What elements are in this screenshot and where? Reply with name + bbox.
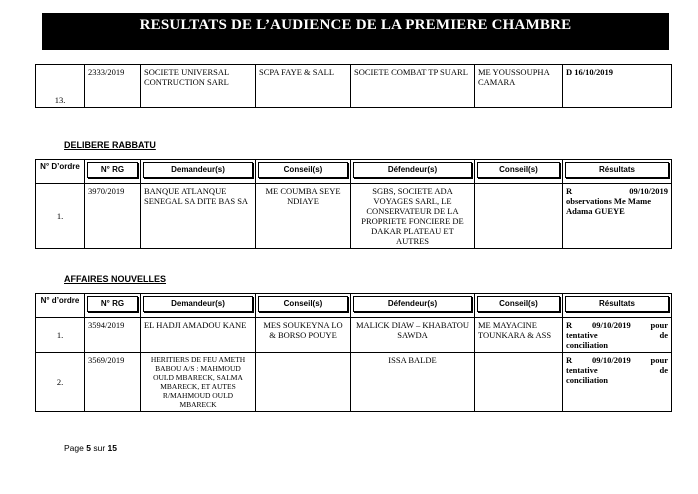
- table-header-row: [36, 294, 672, 318]
- section-title-delibere: DELIBERE RABBATU: [64, 140, 156, 150]
- column-header: Conseil(s): [258, 296, 348, 312]
- conseil-cell: MES SOUKEYNA LO & BORSO POUYE: [256, 318, 351, 353]
- defendeur-cell: MALICK DIAW – KHABATOU SAWDA: [351, 318, 475, 353]
- resultat-cell: [563, 353, 672, 412]
- demandeur-cell: HERITIERS DE FEU AMETH BABOU A/S : MAHMOUD OULD MBARECK, SALMA MBARECK, ET AUTES R/MAHMOUD OULD MBARECK: [141, 353, 256, 412]
- resultat-pour: pour: [650, 355, 669, 365]
- footer-prefix: Page: [64, 443, 84, 453]
- resultat-cell: [563, 184, 672, 249]
- column-header: N° d’ordre: [36, 294, 85, 318]
- resultat-conciliation: conciliation: [566, 375, 609, 385]
- column-header: Demandeur(s): [143, 162, 253, 178]
- column-header: Défendeur(s): [353, 296, 472, 312]
- conseil-cell: [475, 184, 563, 249]
- top-results-table: [35, 64, 672, 108]
- resultat-code: R: [566, 320, 573, 330]
- page-footer: [64, 443, 117, 453]
- footer-sur: sur: [93, 443, 106, 453]
- page-title: RESULTATS DE L’AUDIENCE DE LA PREMIERE CHAMBRE: [139, 17, 572, 33]
- demandeur-cell: BANQUE ATLANQUE SENEGAL SA DITE BAS SA: [141, 184, 256, 249]
- order-number: 13.: [36, 65, 85, 108]
- resultat-date: 09/10/2019: [591, 355, 631, 365]
- column-header: N° RG: [87, 162, 138, 178]
- column-header: Conseil(s): [477, 296, 560, 312]
- table-header-row: [36, 160, 672, 184]
- column-header: Résultats: [565, 162, 669, 178]
- order-number: 2.: [36, 353, 85, 412]
- resultat-conciliation: conciliation: [566, 340, 609, 350]
- demandeur-cell: SOCIETE UNIVERSAL CONTRUCTION SARL: [141, 65, 256, 108]
- footer-page-number: 5: [86, 443, 91, 453]
- resultat-line: [566, 355, 668, 365]
- rg-number: 3970/2019: [85, 184, 141, 249]
- conseil-cell: ME COUMBA SEYE NDIAYE: [256, 184, 351, 249]
- resultat-line: [566, 320, 668, 330]
- demandeur-cell: EL HADJI AMADOU KANE: [141, 318, 256, 353]
- column-header: Défendeur(s): [353, 162, 472, 178]
- resultat-tentative: tentative: [566, 330, 598, 340]
- table-row: [36, 353, 672, 412]
- resultat-date: 09/10/2019: [591, 320, 631, 330]
- resultat-code: R: [566, 186, 573, 196]
- table-row: [36, 184, 672, 249]
- conseil-cell: ME YOUSSOUPHA CAMARA: [475, 65, 563, 108]
- resultat-pour: pour: [650, 320, 669, 330]
- column-header: Conseil(s): [477, 162, 560, 178]
- column-header: N° D’ordre: [36, 160, 85, 184]
- conseil-cell: [475, 353, 563, 412]
- rg-number: 2333/2019: [85, 65, 141, 108]
- page-title-banner: [42, 13, 669, 50]
- footer-page-total: 15: [107, 443, 117, 453]
- conseil-cell: [256, 353, 351, 412]
- order-number: 1.: [36, 184, 85, 249]
- column-header: Demandeur(s): [143, 296, 253, 312]
- conseil-cell: SCPA FAYE & SALL: [256, 65, 351, 108]
- defendeur-cell: SGBS, SOCIETE ADA VOYAGES SARL, LE CONSERVATEUR DE LA PROPRIETE FONCIERE DE DAKAR PLATEAU ET AUTRES: [351, 184, 475, 249]
- resultat-line: [566, 365, 668, 375]
- column-header: N° RG: [87, 296, 138, 312]
- delibere-table: [35, 159, 672, 249]
- resultat-line: [566, 330, 668, 340]
- nouvelles-table: [35, 293, 672, 412]
- resultat-code: R: [566, 355, 573, 365]
- resultat-date: 09/10/2019: [629, 186, 668, 196]
- column-header: Résultats: [565, 296, 669, 312]
- resultat-cell: D 16/10/2019: [563, 65, 672, 108]
- table-row: [36, 65, 672, 108]
- defendeur-cell: SOCIETE COMBAT TP SUARL: [351, 65, 475, 108]
- column-header: Conseil(s): [258, 162, 348, 178]
- table-row: [36, 318, 672, 353]
- rg-number: 3594/2019: [85, 318, 141, 353]
- resultat-detail: observations Me Mame Adama GUEYE: [566, 196, 651, 216]
- defendeur-cell: ISSA BALDE: [351, 353, 475, 412]
- conseil-cell: ME MAYACINE TOUNKARA & ASS: [475, 318, 563, 353]
- order-number: 1.: [36, 318, 85, 353]
- rg-number: 3569/2019: [85, 353, 141, 412]
- resultat-de: de: [659, 365, 668, 375]
- resultat-de: de: [659, 330, 668, 340]
- resultat-line: [566, 186, 668, 196]
- resultat-tentative: tentative: [566, 365, 598, 375]
- section-title-nouvelles: AFFAIRES NOUVELLES: [64, 274, 167, 284]
- resultat-cell: [563, 318, 672, 353]
